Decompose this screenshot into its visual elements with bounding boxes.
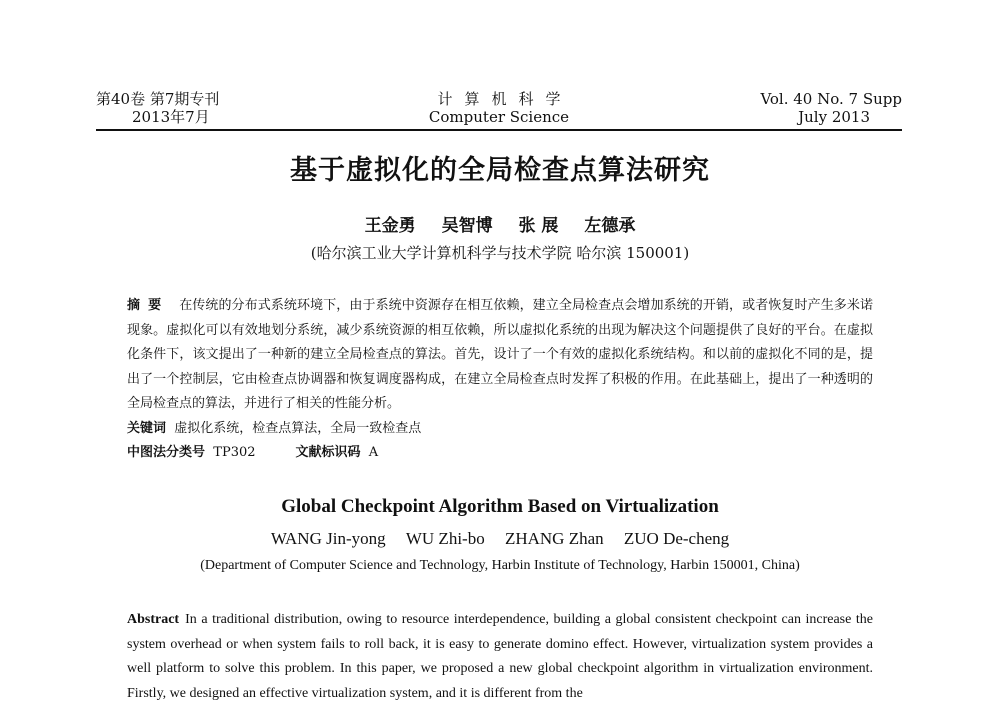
abstract-text-en: In a traditional distribution, owing to resource interdependence, building a global consistent checkpoint can increase the system overhead or when system fails to roll back, it is easy to generate domino effect. However, virtualization system provides a well platform to solve this problem. In this paper, we proposed a new global checkpoint algorithm in virtualization environment. Firstly, we designed an effective virtualization system, and it is different from the [127,612,873,701]
author-cn: 左德承 [584,216,636,236]
journal-name-en: Computer Science [428,108,570,126]
keywords-cn [127,417,873,442]
author-cn: 王金勇 [364,216,416,236]
abstract-text-cn: 在传统的分布式系统环境下，由于系统中资源存在相互依赖，建立全局检查点会增加系统的开销，或者恢复时产生多米诺现象。虚拟化可以有效地划分系统，减少系统资源的相互依赖，所以虚拟化系统的出现为解决这个问题提供了良好的平台。在虚拟化条件下，该文提出了一种新的建立全局检查点的算法。首先，设计了一个有效的虚拟化系统结构。和以前的虚拟化不同的是，提出了一个控制层，它由检查点协调器和恢复调度器构成，在建立全局检查点时发挥了积极的作用。在此基础上，提出了一种透明的全局检查点的算法，并进行了相关的性能分析。 [127,298,873,411]
keywords-label-cn: 关键词 [127,420,167,436]
classification-line [127,441,873,466]
classification-label: 中图法分类号 [127,445,206,460]
doc-code-label: 文献标识码 [295,445,361,460]
header-volume-issue: 第40卷 第7期专刊 [96,90,220,108]
author-en: ZHANG Zhan [504,529,604,548]
header-volume-en [682,90,902,126]
paper-title-en: Global Checkpoint Algorithm Based on Virtualization [281,496,719,517]
paper-title-cn: 基于虚拟化的全局检查点算法研究 [290,155,710,186]
author-cn: 吴智博 [441,216,493,236]
abstract-label-cn: 摘要 [127,298,170,313]
journal-header [96,90,902,130]
author-cn: 张 展 [518,216,559,236]
doc-code-value: A [368,445,379,460]
journal-name-cn: 计算机科学 [437,90,573,108]
header-date-en: July 2013 [798,108,870,126]
abstract-block-cn [127,294,873,466]
header-rule [96,129,902,131]
header-date-cn: 2013年7月 [132,108,210,126]
header-volume-cn [96,90,296,126]
affiliation-en: (Department of Computer Science and Technology, Harbin Institute of Technology, Harbin 150001, China) [200,558,800,573]
classification-value: TP302 [213,445,256,460]
author-en: WU Zhi-bo [405,529,485,548]
author-en: WANG Jin-yong [270,529,386,548]
affiliation-cn: (哈尔滨工业大学计算机科学与技术学院 哈尔滨 150001) [310,244,690,262]
header-volume-issue-en: Vol. 40 No. 7 Supp [760,90,902,108]
abstract-en [127,608,873,706]
header-journal-name [399,90,599,126]
abstract-cn [127,294,873,417]
keywords-text-cn: 虚拟化系统，检查点算法，全局一致检查点 [174,420,422,436]
author-list-cn [0,211,1000,236]
abstract-label-en: Abstract [127,612,180,627]
author-list-en [0,529,1000,549]
author-en: ZUO De-cheng [623,529,730,548]
